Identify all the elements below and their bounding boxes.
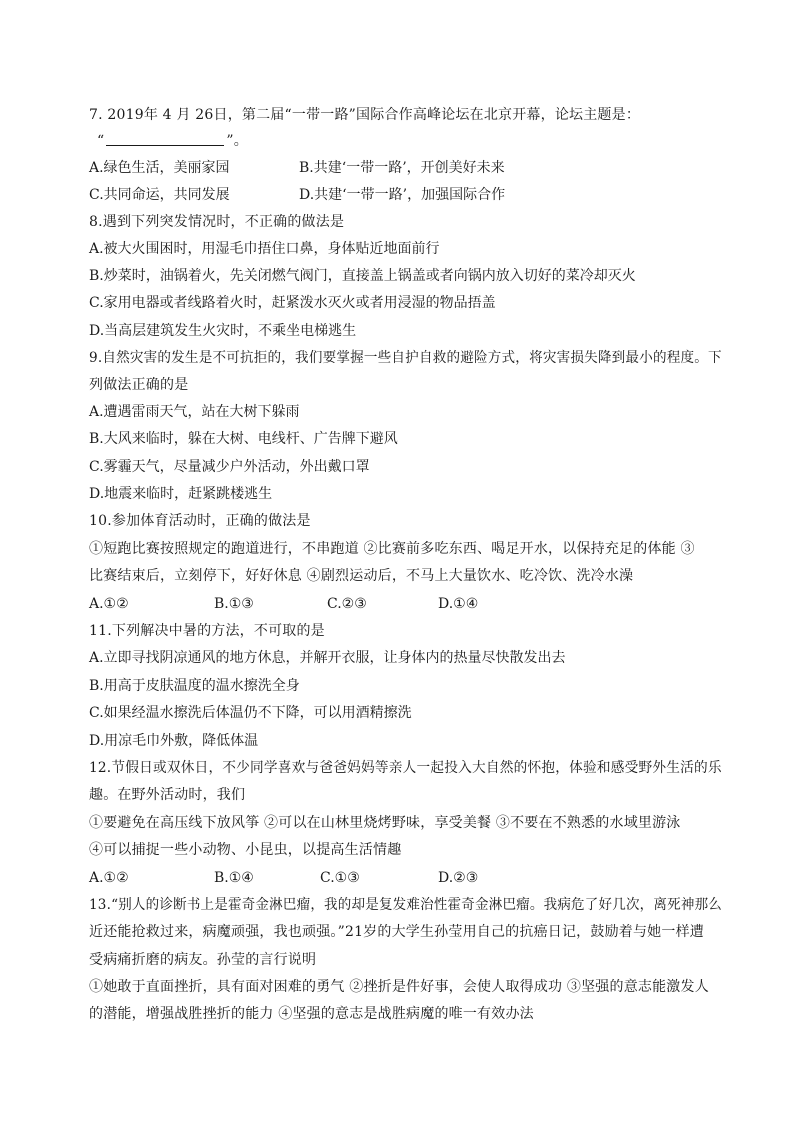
q9-option-b: B.大风来临时，躲在大树、电线杆、广告牌下避风 [89,431,398,447]
q10-option-b: B.①③ [214,596,254,612]
q7-blank-line [97,131,248,151]
q7-option-b: B.共建‘一带一路’，开创美好未来 [299,160,505,176]
q7-close-quote: ”。 [226,133,248,149]
q10-statements-line1: ①短跑比赛按照规定的跑道进行，不串跑道 ②比赛前多吃东西、喝足开水，以保持充足的体能 ③ [89,541,695,557]
q8-stem: 8.遇到下列突发情况时，不正确的做法是 [89,214,345,230]
q9-stem-line1: 9.自然灾害的发生是不可抗拒的，我们要掌握一些自护自救的避险方式，将灾害损失降到最小的程度。下 [89,350,722,366]
q7-option-a: A.绿色生活，美丽家园 [89,160,230,176]
q12-option-c: C.①③ [320,870,360,886]
q10-option-d: D.①④ [438,596,479,612]
q13-stem-line1: 13.“别人的诊断书上是霍奇金淋巴瘤，我的却是复发难治性霍奇金淋巴瘤。我病危了好几次，离死神那么 [89,897,723,913]
q9-option-d: D.地震来临时，赶紧跳楼逃生 [89,486,273,502]
q7-answer-blank [106,131,224,146]
q12-option-d: D.②③ [438,870,479,886]
q12-stem-line1: 12.节假日或双休日，不少同学喜欢与爸爸妈妈等亲人一起投入大自然的怀抱，体验和感受野外生活的乐 [89,760,722,776]
q8-option-b: B.炒菜时，油锅着火，先关闭燃气阀门，直接盖上锅盖或者向锅内放入切好的菜冷却灭火 [89,268,636,284]
q10-statements-line2: 比赛结束后，立刻停下，好好休息 ④剧烈运动后，不马上大量饮水、吃冷饮、洗冷水澡 [89,568,634,584]
q7-option-d: D.共建‘一带一路’，加强国际合作 [299,187,506,203]
q7-stem: 7. 2019年 4 月 26日，第二届“一带一路”国际合作高峰论坛在北京开幕，论坛主题是： [89,107,641,123]
q12-statements-line2: ④可以捕捉一些小动物、小昆虫，以提高生活情趣 [89,842,402,858]
q11-option-b: B.用高于皮肤温度的温水擦洗全身 [89,678,300,694]
q10-stem: 10.参加体育活动时，正确的做法是 [89,513,311,529]
q11-option-c: C.如果经温水擦洗后体温仍不下降，可以用酒精擦洗 [89,705,412,721]
q8-option-a: A.被大火围困时，用湿毛巾捂住口鼻，身体贴近地面前行 [89,241,440,257]
q9-stem-line2: 列做法正确的是 [89,377,189,393]
q7-option-c: C.共同命运，共同发展 [89,187,230,203]
q13-statements-line1: ①她敢于直面挫折，具有面对困难的勇气 ②挫折是件好事，会使人取得成功 ③坚强的意志能激发人 [89,979,709,995]
q10-option-a: A.①② [89,596,129,612]
q11-option-a: A.立即寻找阴凉通风的地方休息，并解开衣服，让身体内的热量尽快散发出去 [89,650,566,666]
q11-option-d: D.用凉毛巾外敷，降低体温 [89,733,259,749]
q12-statements-line1: ①要避免在高压线下放风筝 ②可以在山林里烧烤野味，享受美餐 ③不要在不熟悉的水域里游泳 [89,815,681,831]
q12-stem-line2: 趣。在野外活动时，我们 [89,787,246,803]
q13-statements-line2: 的潜能，增强战胜挫折的能力 ④坚强的意志是战胜病魔的唯一有效办法 [89,1006,534,1022]
q12-option-a: A.①② [89,870,129,886]
q13-stem-line2: 近还能抢救过来，病魔顽强，我也顽强。”21岁的大学生孙莹用自己的抗癌日记，鼓励着与她一样遭 [89,924,704,940]
q8-option-c: C.家用电器或者线路着火时，赶紧泼水灭火或者用浸湿的物品捂盖 [89,295,496,311]
q8-option-d: D.当高层建筑发生火灾时，不乘坐电梯逃生 [89,323,357,339]
q9-option-a: A.遭遇雷雨天气，站在大树下躲雨 [89,404,300,420]
q13-stem-line3: 受病痛折磨的病友。孙莹的言行说明 [89,952,317,968]
q10-option-c: C.②③ [327,596,367,612]
q9-option-c: C.雾霾天气，尽量减少户外活动，外出戴口罩 [89,459,370,475]
q12-option-b: B.①④ [214,870,254,886]
q11-stem: 11.下列解决中暑的方法，不可取的是 [89,623,325,639]
q7-open-quote: “ [97,133,105,149]
